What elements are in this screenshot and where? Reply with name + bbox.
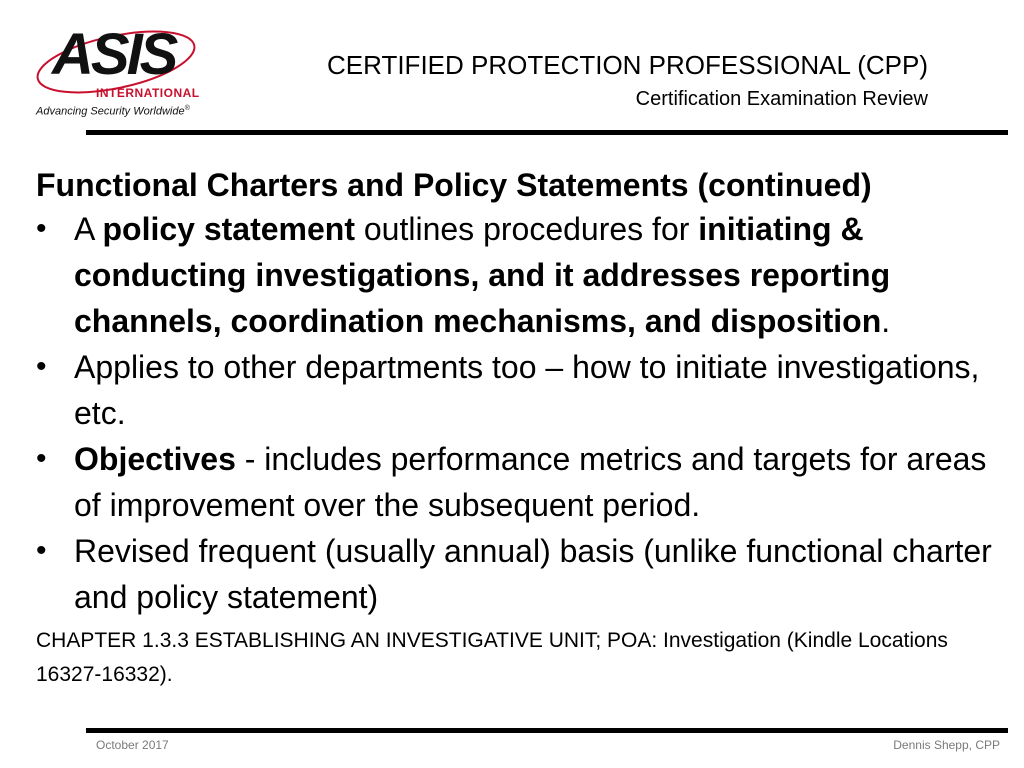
header-subtitle: Certification Examination Review [635, 88, 928, 110]
asis-logo [30, 22, 210, 122]
footer-date: October 2017 [96, 738, 169, 752]
header-divider [86, 130, 1008, 135]
footer-divider [86, 728, 1008, 733]
source-citation: CHAPTER 1.3.3 ESTABLISHING AN INVESTIGATIVE UNIT; POA: Investigation (Kindle Locations 16327-16332). [36, 629, 948, 686]
bullet-list [36, 206, 996, 620]
bullet-item-policy-statement: • A policy statement outlines procedures for initiating & conducting investigations, and it addresses reporting channels, coordination mechanisms, and disposition. [36, 206, 996, 344]
bullet-icon: • [36, 442, 47, 475]
bullet-item-revised: • Revised frequent (usually annual) basis (unlike functional charter and policy statement) [36, 528, 996, 620]
footer-author: Dennis Shepp, CPP [893, 738, 1000, 752]
logo-tagline: Advancing Security Worldwide® [36, 105, 190, 118]
slide-heading: Functional Charters and Policy Statements (continued) [36, 167, 872, 203]
bullet-icon: • [36, 350, 47, 383]
bullet-icon: • [36, 212, 47, 245]
bullet-item-other-departments: • Applies to other departments too – how to initiate investigations, etc. [36, 344, 996, 436]
header-title: CERTIFIED PROTECTION PROFESSIONAL (CPP) [327, 50, 928, 80]
logo-international: INTERNATIONAL [96, 86, 200, 100]
slide-content [36, 164, 996, 692]
bullet-icon: • [36, 534, 47, 567]
bullet-item-objectives: • Objectives - includes performance metrics and targets for areas of improvement over the subsequent period. [36, 436, 996, 528]
logo-wordmark: ASIS [52, 22, 176, 87]
